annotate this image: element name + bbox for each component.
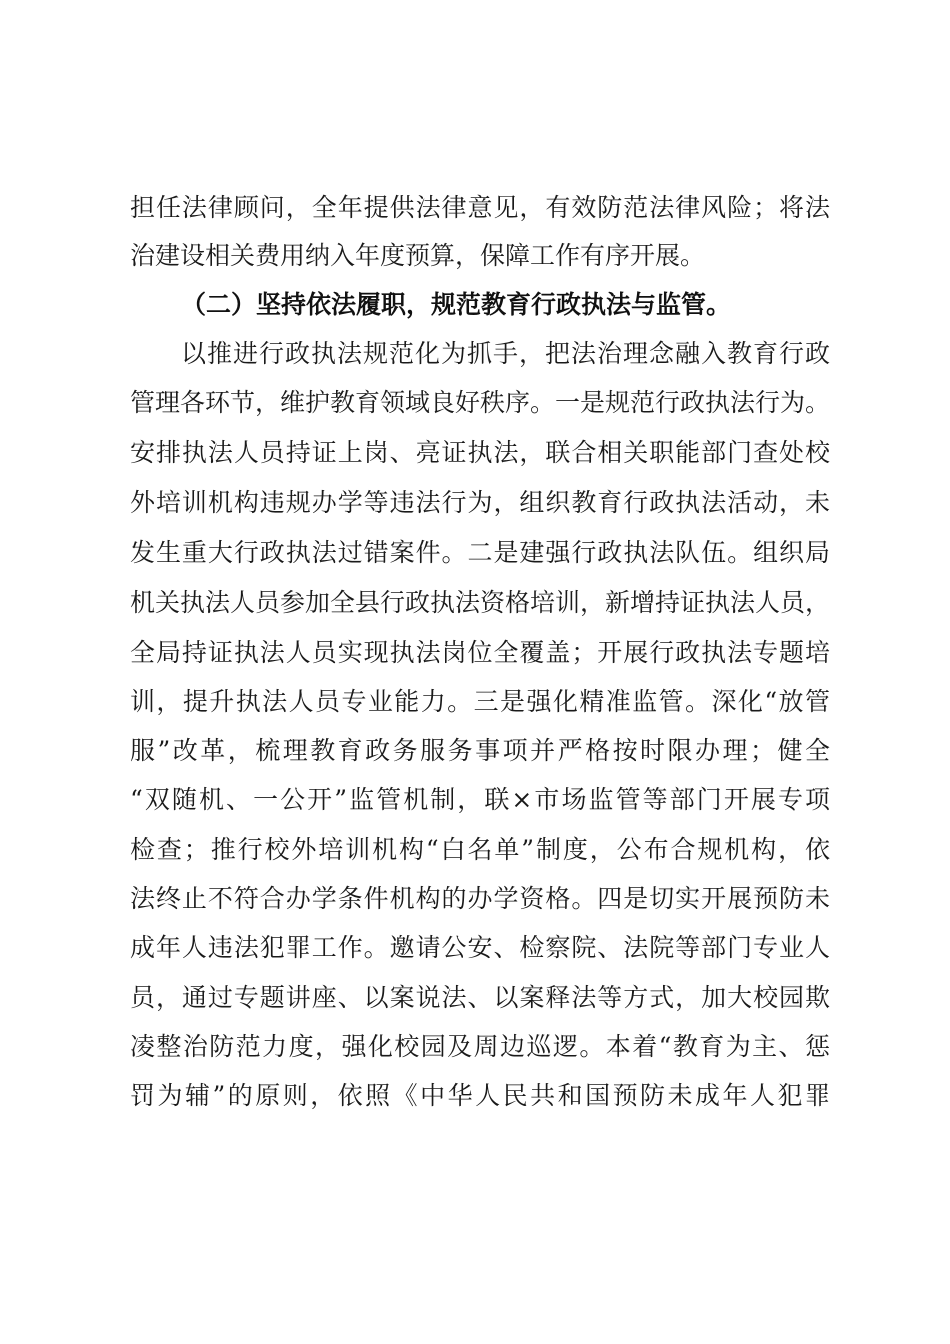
section-heading: （二）坚持依法履职，规范教育行政执法与监管。 (181, 290, 732, 319)
paragraph-line: 罚为辅”的原则，依照《中华人民共和国预防未成年人犯罪 (130, 1081, 830, 1110)
paragraph-line: 全局持证执法人员实现执法岗位全覆盖；开展行政执法专题培 (130, 638, 830, 667)
paragraph-line: 治建设相关费用纳入年度预算，保障工作有序开展。 (130, 241, 706, 270)
paragraph-line: 成年人违法犯罪工作。邀请公安、检察院、法院等部门专业人 (130, 933, 830, 962)
paragraph-line: 担任法律顾问，全年提供法律意见，有效防范法律风险；将法 (130, 193, 830, 222)
paragraph-line: 训，提升执法人员专业能力。三是强化精准监管。深化“放管 (130, 687, 830, 716)
paragraph-line: 法终止不符合办学条件机构的办学资格。四是切实开展预防未 (130, 884, 830, 913)
paragraph-line: 员，通过专题讲座、以案说法、以案释法等方式，加大校园欺 (130, 983, 830, 1012)
paragraph-line: 服”改革，梳理教育政务服务事项并严格按时限办理；健全 (130, 736, 830, 765)
paragraph-line: 以推进行政执法规范化为抓手，把法治理念融入教育行政 (181, 339, 830, 368)
paragraph-line: 检查；推行校外培训机构“白名单”制度，公布合规机构，依 (130, 835, 830, 864)
paragraph-line: 凌整治防范力度，强化校园及周边巡逻。本着“教育为主、惩 (130, 1032, 830, 1061)
paragraph-line: “双随机、一公开”监管机制，联×市场监管等部门开展专项 (130, 785, 830, 814)
paragraph-line: 发生重大行政执法过错案件。二是建强行政执法队伍。组织局 (130, 538, 830, 567)
paragraph-line: 安排执法人员持证上岗、亮证执法，联合相关职能部门查处校 (130, 438, 830, 467)
paragraph-line: 管理各环节，维护教育领域良好秩序。一是规范行政执法行为。 (130, 388, 831, 417)
paragraph-line: 机关执法人员参加全县行政执法资格培训，新增持证执法人员， (130, 588, 831, 617)
paragraph-line: 外培训机构违规办学等违法行为，组织教育行政执法活动，未 (130, 488, 830, 517)
